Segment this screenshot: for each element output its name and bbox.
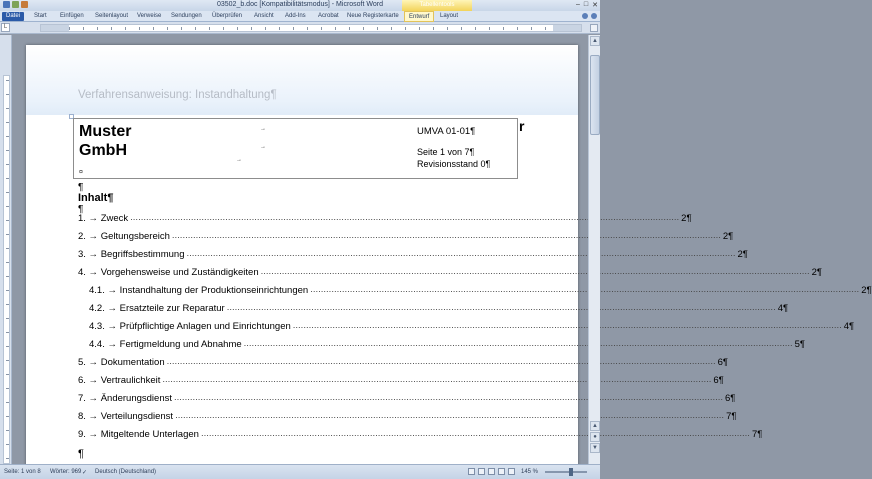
cell-end-mark: ¤ [79, 169, 83, 176]
web-layout-icon[interactable] [488, 468, 495, 475]
browse-object-button[interactable]: ● [590, 432, 600, 442]
tab-mark: → [236, 157, 242, 163]
zoom-slider-knob[interactable] [569, 468, 573, 476]
window-controls [576, 1, 598, 9]
toc-entry[interactable] [78, 231, 734, 249]
toc-entry[interactable] [78, 285, 872, 303]
toc-page: 2¶ [737, 249, 748, 260]
toc-title: Prüfpflichtige Anlagen und Einrichtungen [119, 321, 291, 332]
toc-number: 5. → [78, 357, 99, 368]
toc-leader [261, 266, 810, 277]
status-page[interactable]: Seite: 1 von 8 [4, 469, 41, 475]
toc-leader [186, 248, 735, 259]
toc-leader [172, 230, 721, 241]
toc-page: 6¶ [717, 357, 728, 368]
empty-paragraph: ¶ [78, 182, 84, 193]
view-buttons [468, 468, 515, 475]
maximize-button[interactable]: □ [583, 1, 589, 8]
toc-title: Geltungsbereich [100, 231, 170, 242]
toc-leader [244, 338, 793, 349]
toc-title: Vorgehensweise und Zuständigkeiten [100, 267, 259, 278]
toc-title: Verteilungsdienst [100, 411, 174, 422]
vertical-ruler-ticks [6, 80, 9, 459]
tab-acrobat[interactable]: Acrobat [318, 13, 339, 19]
status-language[interactable]: Deutsch (Deutschland) [95, 469, 157, 475]
toc-title: Instandhaltung der Produktionseinrichtungen [119, 285, 309, 296]
toc-entry[interactable] [78, 213, 692, 231]
empty-paragraph: ¶ [78, 204, 84, 215]
close-button[interactable]: ✕ [592, 2, 598, 9]
toc-number: 8. → [78, 411, 99, 422]
toc-title: Mitgeltende Unterlagen [100, 429, 199, 440]
company-name-line-1: Muster [79, 123, 132, 140]
toc-number: 4.1. → [89, 285, 117, 296]
toc-number: 7. → [78, 393, 99, 404]
full-screen-icon[interactable] [478, 468, 485, 475]
toc-title: Vertraulichkeit [100, 375, 161, 386]
proofing-icon[interactable]: ✓ [82, 470, 88, 476]
truncated-text: r [519, 118, 525, 134]
vertical-scrollbar[interactable] [588, 35, 600, 464]
toc-number: 2. → [78, 231, 99, 242]
toc-number: 4.4. → [89, 339, 117, 350]
toc-entry[interactable] [78, 321, 855, 339]
toc-leader [310, 284, 859, 295]
toc-heading: Inhalt¶ [78, 192, 114, 204]
toc-number: 3. → [78, 249, 99, 260]
toc-entry[interactable] [78, 339, 806, 357]
zoom-slider[interactable] [545, 471, 587, 473]
toc-page: 7¶ [726, 411, 737, 422]
toc-number: 4. → [78, 267, 99, 278]
toc-page: 6¶ [725, 393, 736, 404]
vertical-ruler[interactable] [0, 35, 12, 464]
toc-leader [293, 320, 842, 331]
toc-entry[interactable] [78, 429, 763, 447]
header-text: Verfahrensanweisung: Instandhaltung¶ [78, 89, 277, 101]
toc-title: Fertigmeldung und Abnahme [119, 339, 242, 350]
toc-title: Änderungsdienst [100, 393, 173, 404]
toc-page: 2¶ [811, 267, 823, 278]
revision-status: Revisionsstand 0¶ [417, 159, 491, 169]
toc-entry[interactable] [78, 357, 728, 375]
print-layout-icon[interactable] [468, 468, 475, 475]
ruler-ticks [69, 27, 553, 30]
page-info: Seite 1 von 7¶ [417, 147, 475, 157]
toc-number: 4.2. → [89, 303, 117, 314]
toc-leader [201, 428, 750, 439]
toc-page: 6¶ [713, 375, 724, 386]
toc-entry[interactable] [78, 303, 789, 321]
toc-page: 2¶ [861, 285, 872, 296]
minimize-button[interactable]: – [575, 1, 580, 8]
tab-design[interactable]: Entwurf [404, 11, 434, 22]
table-of-contents [78, 213, 872, 447]
table-tools-group: Tabellentools [402, 0, 472, 11]
tab-file[interactable]: Datei [2, 12, 24, 21]
toc-title: Ersatzteile zur Reparatur [119, 303, 225, 314]
ribbon-tab-bar [0, 11, 600, 22]
toc-entry[interactable] [78, 393, 736, 411]
toc-leader [162, 374, 711, 385]
toc-title: Zweck [100, 213, 129, 224]
toc-leader [175, 410, 724, 421]
toc-leader [167, 356, 716, 367]
company-name [79, 122, 131, 160]
toc-page: 4¶ [843, 321, 855, 332]
tab-insert[interactable]: Einfügen [60, 13, 84, 19]
title-bar [0, 0, 600, 11]
toc-entry[interactable] [78, 249, 748, 267]
draft-icon[interactable] [508, 468, 515, 475]
toc-number: 9. → [78, 429, 99, 440]
toc-number: 1. → [78, 213, 99, 224]
document-area[interactable] [13, 35, 872, 464]
toc-leader [227, 302, 776, 313]
toc-entry[interactable] [78, 411, 737, 429]
tab-new-tab[interactable]: Neue Registerkarte [347, 13, 399, 19]
ribbon-help-area [582, 13, 597, 19]
tab-mark: → [260, 144, 266, 150]
tab-layout[interactable]: Layout [440, 13, 459, 19]
zoom-level[interactable]: 145 % [521, 469, 539, 475]
tab-start[interactable]: Start [34, 13, 47, 19]
toc-page: 4¶ [777, 303, 789, 314]
toc-number: 6. → [78, 375, 99, 386]
document-page[interactable] [26, 45, 872, 475]
toc-page: 7¶ [751, 429, 763, 440]
tab-mailings[interactable]: Sendungen [171, 13, 202, 19]
scroll-up-button[interactable]: ▲ [590, 36, 600, 46]
toc-page: 2¶ [722, 231, 734, 242]
toc-page: 5¶ [794, 339, 806, 350]
window-title: 03502_b.doc [Kompatibilitätsmodus] - Microsoft Word [216, 1, 383, 8]
tab-references[interactable]: Verweise [137, 13, 162, 19]
view-ruler-toggle[interactable] [590, 24, 598, 32]
header-table[interactable] [73, 118, 518, 179]
status-words[interactable]: Wörter: 969 [50, 469, 82, 475]
tab-mark: → [260, 126, 266, 132]
toc-title: Begriffsbestimmung [100, 249, 185, 260]
company-name-line-2: GmbH [79, 142, 127, 159]
toc-entry[interactable] [78, 267, 823, 285]
toc-leader [174, 392, 723, 403]
ruler-row [0, 22, 600, 34]
toc-number: 4.3. → [89, 321, 117, 332]
horizontal-ruler[interactable] [40, 24, 582, 32]
tab-addins[interactable]: Add-Ins [285, 13, 306, 19]
tab-view[interactable]: Ansicht [254, 13, 274, 19]
status-bar [0, 464, 600, 479]
minimize-ribbon-icon[interactable] [582, 13, 588, 19]
help-icon[interactable] [591, 13, 597, 19]
tab-review[interactable]: Überprüfen [212, 13, 243, 19]
tab-page-layout[interactable]: Seitenlayout [95, 13, 129, 19]
ruler-right-margin [553, 25, 581, 31]
toc-page: 2¶ [681, 213, 692, 224]
toc-entry[interactable] [78, 375, 724, 393]
next-page-button[interactable]: ▼ [590, 443, 600, 453]
toc-title: Dokumentation [100, 357, 165, 368]
ruler-left-margin [41, 25, 69, 31]
page-header-area [26, 45, 578, 115]
empty-paragraph: ¶ [78, 448, 84, 460]
document-id: UMVA 01-01¶ [417, 126, 476, 137]
previous-page-button[interactable]: ▲ [590, 421, 600, 431]
vertical-ruler-track [3, 75, 10, 464]
scroll-thumb[interactable] [590, 55, 600, 135]
tab-selector[interactable]: L [1, 23, 10, 32]
outline-icon[interactable] [498, 468, 505, 475]
